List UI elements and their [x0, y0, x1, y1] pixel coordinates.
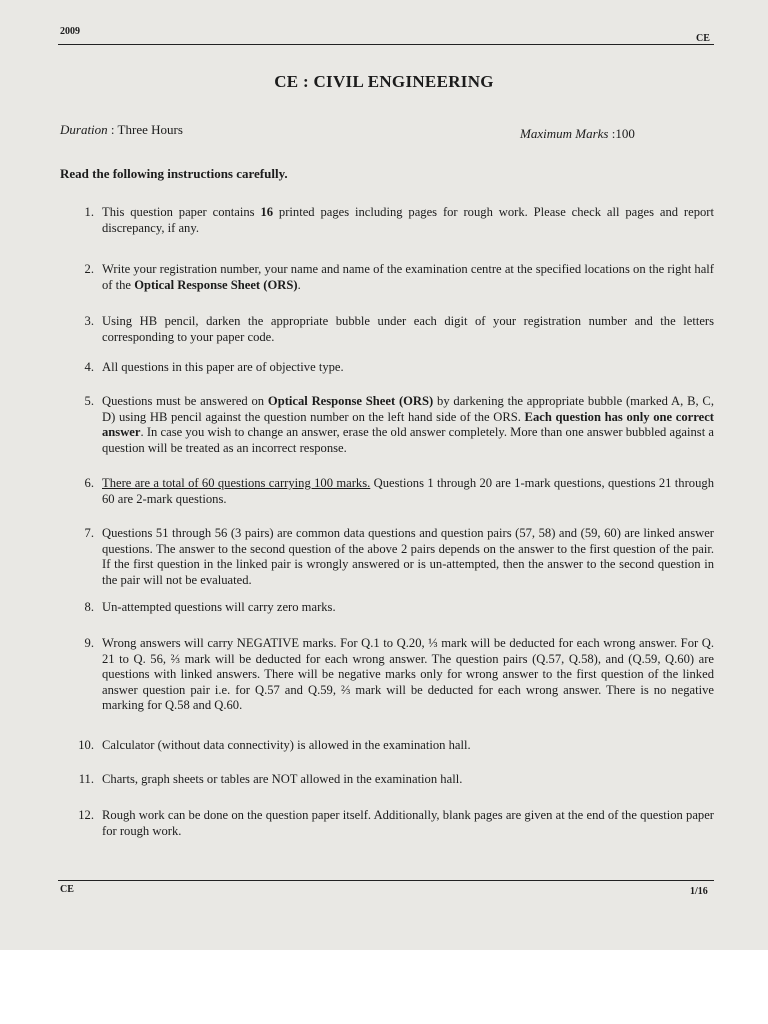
- footer-rule: [58, 880, 714, 881]
- instructions-heading: Read the following instructions carefully.: [60, 166, 288, 181]
- page-title: CE : CIVIL ENGINEERING: [274, 72, 494, 91]
- instruction-item: [74, 738, 714, 754]
- header-year: 2009: [60, 26, 80, 37]
- instruction-number: 8.: [84, 600, 94, 614]
- instruction-text: This question paper contains 16 printed pages including pages for rough work. Please check all pages and report discrepancy, if any.: [102, 205, 714, 235]
- instruction-item: [74, 205, 714, 236]
- instruction-item: [74, 600, 714, 616]
- instruction-item: [74, 314, 714, 345]
- page-margin: [0, 950, 768, 1024]
- emphasis-bold: Optical Response Sheet (ORS): [134, 277, 298, 292]
- footer-code: CE: [60, 884, 74, 895]
- max-marks-value: :100: [611, 126, 635, 141]
- instruction-number: 1.: [84, 205, 94, 219]
- duration-label: Duration: [60, 122, 108, 137]
- instruction-text: All questions in this paper are of objective type.: [102, 360, 344, 374]
- emphasis-bold: Each question has only one correct answer: [102, 409, 714, 439]
- max-marks-label: Maximum Marks: [520, 126, 609, 141]
- instruction-number: 11.: [78, 772, 94, 786]
- instruction-item: [74, 526, 714, 588]
- instruction-number: 2.: [84, 262, 94, 276]
- instruction-text: Questions must be answered on Optical Response Sheet (ORS) by darkening the appropriate bubble (marked A, B, C, D) using HB pencil against the question number on the left hand side of the ORS. Each question has only one correct answer. In case you wish to change an answer, erase the old answer completely. More than one answer bubbled against a question will be treated as an incorrect response.: [102, 394, 714, 455]
- instruction-text: Un-attempted questions will carry zero marks.: [102, 600, 336, 614]
- instruction-text: Write your registration number, your name and name of the examination centre at the specified locations on the right half of the Optical Response Sheet (ORS).: [102, 262, 714, 292]
- instruction-number: 7.: [84, 526, 94, 540]
- instruction-text: Wrong answers will carry NEGATIVE marks. For Q.1 to Q.20, ⅓ mark will be deducted for each wrong answer. For Q. 21 to Q. 56, ⅔ mark will be deducted for each wrong answer. The question pairs (Q.57, Q.58), and (Q.59, Q.60) are questions with linked answers. There will be negative marks only for wrong answer to the first question of the linked answer question pair i.e. for Q.57 and Q.59, ⅔ mark will be deducted for each wrong answer. There is no negative marking for Q.58 and Q.60.: [102, 636, 714, 712]
- instruction-text: Using HB pencil, darken the appropriate bubble under each digit of your registration number and the letters corresponding to your paper code.: [102, 314, 714, 344]
- instruction-text: Charts, graph sheets or tables are NOT allowed in the examination hall.: [102, 772, 463, 786]
- maximum-marks: [520, 126, 635, 142]
- duration: [60, 122, 183, 138]
- instruction-text: Rough work can be done on the question paper itself. Additionally, blank pages are given at the end of the question paper for rough work.: [102, 808, 714, 838]
- instruction-number: 5.: [84, 394, 94, 408]
- instruction-number: 9.: [84, 636, 94, 650]
- emphasis-bold: Optical Response Sheet (ORS): [267, 394, 434, 408]
- emphasis-underline: There are a total of 60 questions carrying 100 marks.: [102, 476, 371, 490]
- instruction-number: 12.: [78, 808, 94, 822]
- instruction-item: [74, 262, 714, 293]
- footer-page-number: 1/16: [690, 886, 708, 897]
- instruction-item: [74, 394, 714, 456]
- instruction-item: [74, 360, 714, 376]
- emphasis-bold: 16: [260, 205, 274, 219]
- header-rule: [58, 44, 714, 45]
- instruction-number: 10.: [78, 738, 94, 752]
- instruction-text: Calculator (without data connectivity) is allowed in the examination hall.: [102, 738, 471, 752]
- duration-value: : Three Hours: [110, 122, 183, 137]
- instruction-item: [74, 636, 714, 714]
- instruction-text: Questions 51 through 56 (3 pairs) are common data questions and question pairs (57, 58) and (59, 60) are linked answer questions. The answer to the second question of the above 2 pairs depends on the answer to the first question of the pair. If the first question in the linked pair is wrongly answered or is un-attempted, then the answer to the second question in the pair will not be evaluated.: [102, 526, 714, 587]
- instruction-number: 6.: [84, 476, 94, 490]
- header-code: CE: [696, 33, 710, 44]
- instruction-item: [74, 476, 714, 507]
- instruction-number: 3.: [84, 314, 94, 328]
- instruction-number: 4.: [84, 360, 94, 374]
- instruction-item: [74, 808, 714, 839]
- instruction-item: [74, 772, 714, 788]
- instruction-text: There are a total of 60 questions carrying 100 marks. Questions 1 through 20 are 1-mark questions, questions 21 through 60 are 2-mark questions.: [102, 476, 714, 506]
